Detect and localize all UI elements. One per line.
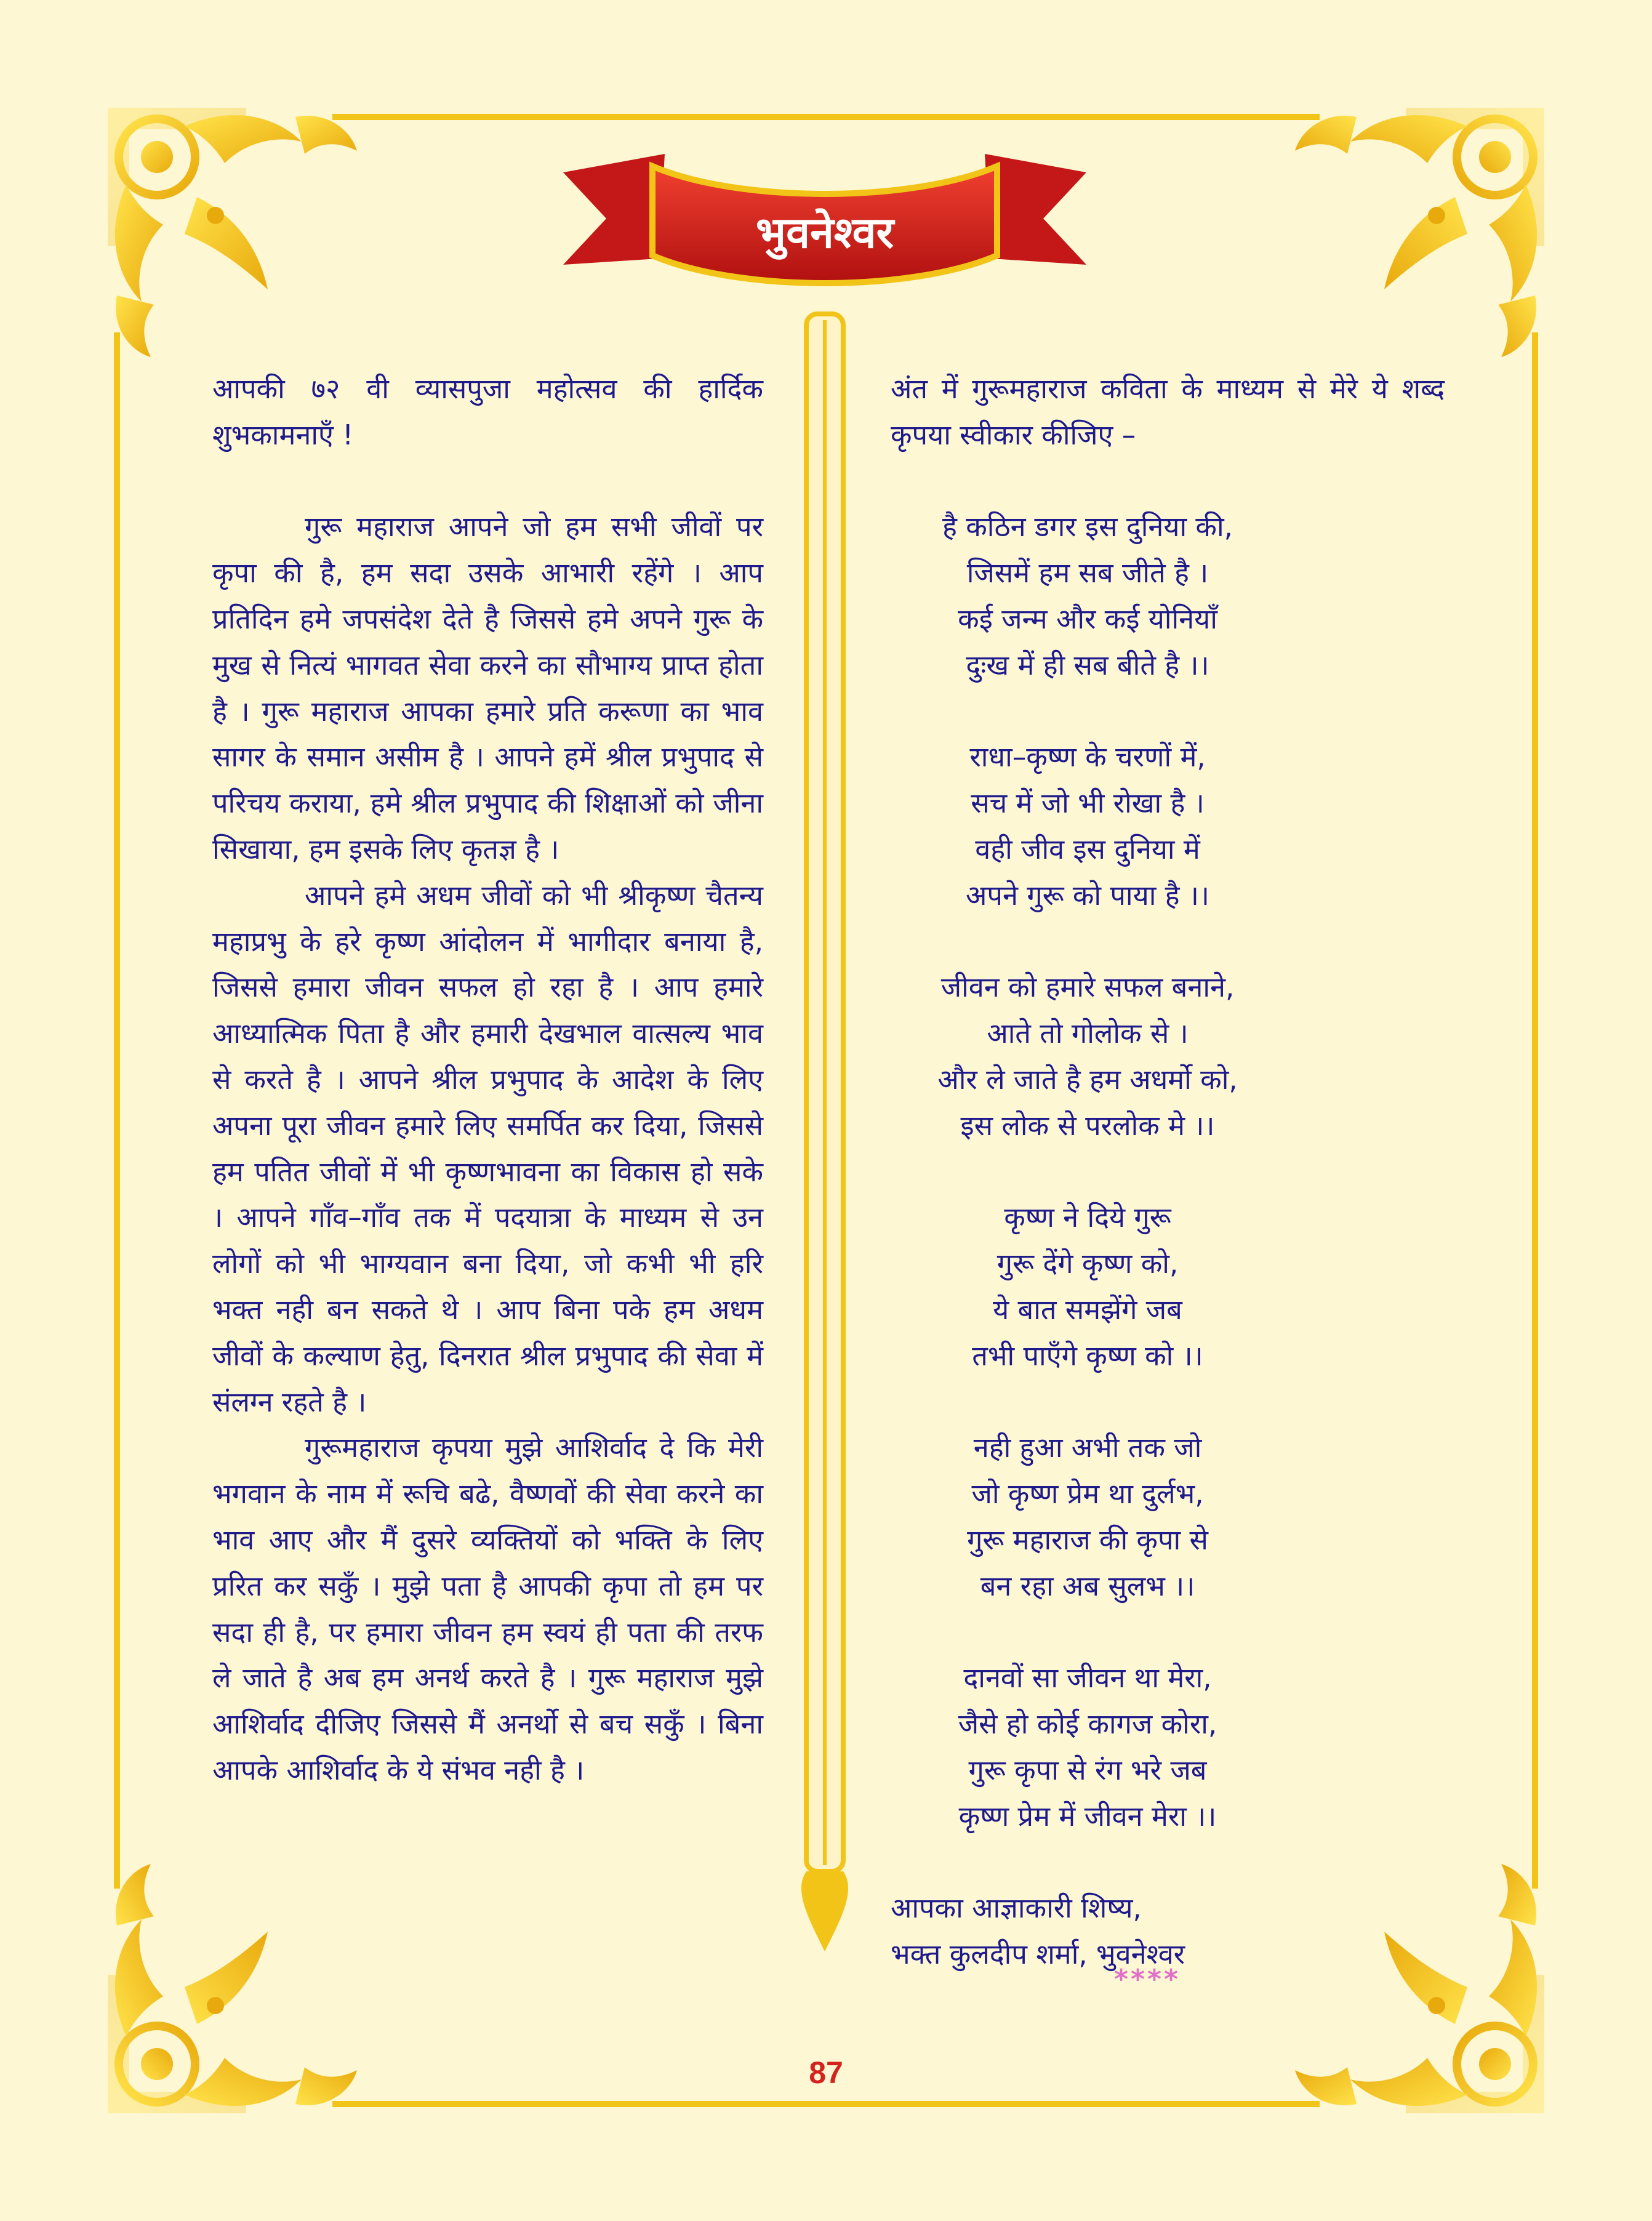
signature-name: भक्त कुलदीप शर्मा, भुवनेश्वर bbox=[891, 1938, 1185, 1971]
poem-line: कृष्ण प्रेम में जीवन मेरा ।। bbox=[958, 1799, 1217, 1833]
poem-line: जैसे हो कोई कागज कोरा, bbox=[958, 1708, 1217, 1741]
letter-paragraph: आपने हमे अधम जीवों को भी श्रीकृष्ण चैतन्य महाप्रभु के हरे कृष्ण आंदोलन में भागीदार बनाया है, जिससे हमारा जीवन सफल हो रहा है । आप हमारे आध्यात्मिक पिता है और हमारी देखभाल वात्सल्य भाव से करते है । आपने श्रील प्रभुपाद के आदेश के लिए अपना पूरा जीवन हमारे लिए समर्पित कर दिया, जिससे हम पतित जीवों में भी कृष्णभावना का विकास हो सके । आपने गाँव–गाँव तक में पदयात्रा के माध्यम से उन लोगों को भी भाग्यवान बना दिया, जो कभी भी हरि भक्त नही बन सकते थे । आप बिना पके हम अधम जीवों के कल्याण हेतु, दिनरात श्रील प्रभुपाद की सेवा में संलग्न रहते है । bbox=[212, 878, 763, 1418]
poem-stanza bbox=[811, 504, 1365, 688]
poem-stanza bbox=[811, 965, 1365, 1149]
page-title: भुवनेश्वर bbox=[755, 207, 894, 258]
poem-line: दानवों सा जीवन था मेरा, bbox=[963, 1661, 1212, 1695]
letter-paragraph: गुरू महाराज आपने जो हम सभी जीवों पर कृपा की है, हम सदा उसके आभारी रहेंगे । आप प्रतिदिन हमे जपसंदेश देते है जिससे हमे अपने गुरू के मुख से नित्यं भागवत सेवा करने का सौभाग्य प्राप्त होता है । गुरू महाराज आपका हमारे प्रति करूणा का भाव सागर के समान असीम है । आपने हमें श्रील प्रभुपाद से परिचय कराया, हमे श्रील प्रभुपाद की शिक्षाओं को जीना सिखाया, हम इसके लिए कृतज्ञ है । bbox=[212, 510, 763, 866]
poem-line: ये बात समझेंगे जब bbox=[993, 1293, 1182, 1326]
poem-stanza bbox=[811, 1655, 1365, 1839]
poem-line: जो कृष्ण प्रेम था दुर्लभ, bbox=[971, 1477, 1204, 1511]
signature-closing: आपका आज्ञाकारी शिष्य, bbox=[891, 1892, 1142, 1925]
poem-stanza bbox=[811, 1195, 1365, 1379]
poem-line: और ले जाते है हम अधर्मो को, bbox=[937, 1062, 1238, 1096]
poem-line: गुरू महाराज की कृपा से bbox=[967, 1523, 1208, 1556]
poem-line: जीवन को हमारे सफल बनाने, bbox=[940, 971, 1235, 1004]
greeting: आपकी ७२ वी व्यासपुजा महोत्सव की हार्दिक शुभकामनाएँ ! bbox=[212, 372, 763, 451]
poem-line: कई जन्म और कई योनियाँ bbox=[958, 602, 1217, 635]
poem-line: राधा–कृष्ण के चरणों में, bbox=[969, 741, 1206, 774]
poem-column bbox=[891, 366, 1445, 1978]
page-number: 87 bbox=[809, 2055, 843, 2090]
letter-column bbox=[212, 366, 763, 1794]
poem-line: दुःख में ही सब बीते है ।। bbox=[966, 648, 1209, 681]
poem-line: बन रहा अब सुलभ ।। bbox=[980, 1569, 1195, 1602]
poem-line: तभी पाएँगे कृष्ण को ।। bbox=[972, 1339, 1203, 1372]
poem-line: गुरू कृपा से रंग भरे जब bbox=[968, 1753, 1207, 1786]
letter-paragraph: गुरूमहाराज कृपया मुझे आशिर्वाद दे कि मेरी भगवान के नाम में रूचि बढे, वैष्णवों की सेवा करने का भाव आए और मैं दुसरे व्यक्तियों को भक्ति के लिए प्ररित कर सकुँ । मुझे पता है आपकी कृपा तो हम पर सदा ही है, पर हमारा जीवन हम स्वयं ही पता की तरफ ले जाते है अब हम अनर्थ करते है । गुरू महाराज मुझे आशिर्वाद दीजिए जिससे मैं अनर्थो से बच सकुँ । बिना आपके आशिर्वाद के ये संभव नही है । bbox=[212, 1431, 763, 1786]
poem-line: सच में जो भी रोखा है । bbox=[971, 787, 1205, 820]
poem-line: है कठिन डगर इस दुनिया की, bbox=[942, 510, 1233, 544]
poem-line: जिसमें हम सब जीते है । bbox=[966, 556, 1209, 590]
poem-line: अपने गुरू को पाया है ।। bbox=[966, 878, 1209, 912]
poem-line: गुरू देंगे कृष्ण को, bbox=[996, 1247, 1179, 1280]
poem-stanza bbox=[811, 734, 1365, 918]
poem-line: नही हुआ अभी तक जो bbox=[973, 1431, 1202, 1464]
poem-line: वही जीव इस दुनिया में bbox=[975, 832, 1200, 866]
poem-intro: अंत में गुरूमहाराज कविता के माध्यम से मेरे ये शब्द कृपया स्वीकार कीजिए – bbox=[891, 372, 1445, 451]
poem-line: आते तो गोलोक से । bbox=[987, 1017, 1189, 1050]
poem-line: इस लोक से परलोक मे ।। bbox=[960, 1109, 1215, 1142]
poem-stanza bbox=[811, 1425, 1365, 1609]
poem-line: कृष्ण ने दिये गुरू bbox=[1004, 1201, 1171, 1234]
end-stars: **** bbox=[1114, 1964, 1181, 1995]
